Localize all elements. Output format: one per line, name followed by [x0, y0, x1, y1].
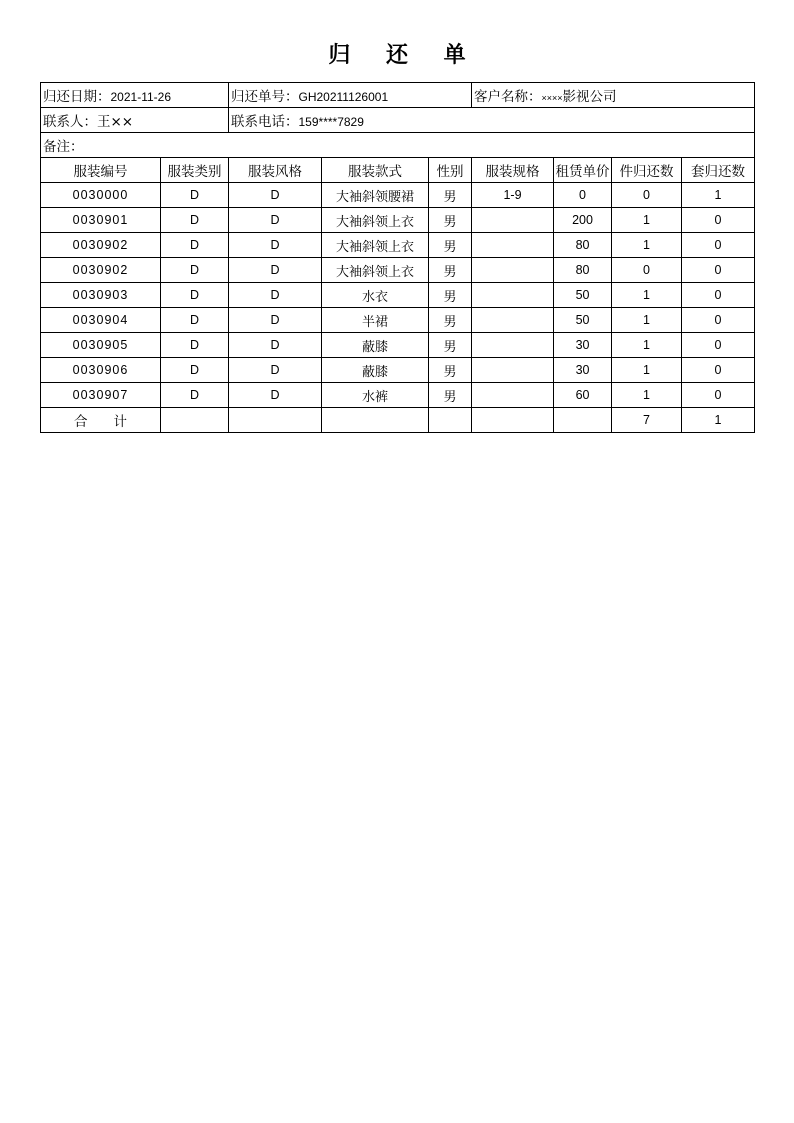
cell-style: D: [229, 208, 322, 233]
cell-code: 0030902: [41, 233, 161, 258]
col-header-category: 服装类别: [161, 158, 229, 183]
phone-label: 联系电话：: [231, 114, 299, 130]
cell-type: 水裤: [322, 383, 429, 408]
cell-sets: 1: [682, 183, 755, 208]
col-header-code: 服装编号: [41, 158, 161, 183]
cell-sets: 0: [682, 258, 755, 283]
cell-code: 0030000: [41, 183, 161, 208]
cell-price: 50: [554, 308, 612, 333]
phone-value: 159****7829: [298, 115, 364, 129]
cell-code: 0030904: [41, 308, 161, 333]
info-row-3: [41, 133, 755, 158]
cell-category: D: [161, 183, 229, 208]
cell-pieces: 1: [612, 333, 682, 358]
col-header-sets: 套归还数: [682, 158, 755, 183]
total-empty-cell: [472, 408, 554, 433]
document-title: 归 还 单: [328, 43, 480, 68]
cell-pieces: 1: [612, 208, 682, 233]
table-row: [41, 183, 755, 208]
cell-gender: 男: [429, 183, 472, 208]
cell-code: 0030905: [41, 333, 161, 358]
remark-cell: [41, 133, 755, 158]
cell-type: 水衣: [322, 283, 429, 308]
col-header-pieces: 件归还数: [612, 158, 682, 183]
table-row: [41, 283, 755, 308]
customer-prefix: ××××: [541, 93, 563, 103]
cell-category: D: [161, 208, 229, 233]
table-row: [41, 358, 755, 383]
table-row: [41, 258, 755, 283]
cell-size: 1-9: [472, 183, 554, 208]
total-empty-cell: [161, 408, 229, 433]
cell-gender: 男: [429, 308, 472, 333]
table-row: [41, 308, 755, 333]
info-row-1: [41, 83, 755, 108]
total-label: 合计: [41, 408, 161, 433]
cell-sets: 0: [682, 383, 755, 408]
cell-gender: 男: [429, 358, 472, 383]
col-header-gender: 性别: [429, 158, 472, 183]
return-no-value: GH20211126001: [298, 90, 389, 104]
info-row-2: [41, 108, 755, 133]
col-header-style: 服装风格: [229, 158, 322, 183]
cell-type: 大袖斜领腰裙: [322, 183, 429, 208]
cell-style: D: [229, 283, 322, 308]
cell-pieces: 1: [612, 233, 682, 258]
cell-sets: 0: [682, 283, 755, 308]
cell-category: D: [161, 383, 229, 408]
cell-style: D: [229, 383, 322, 408]
customer-label: 客户名称：: [474, 89, 542, 105]
cell-sets: 0: [682, 308, 755, 333]
cell-size: [472, 283, 554, 308]
col-header-type: 服装款式: [322, 158, 429, 183]
cell-type: 大袖斜领上衣: [322, 258, 429, 283]
cell-code: 0030906: [41, 358, 161, 383]
cell-price: 200: [554, 208, 612, 233]
cell-sets: 0: [682, 358, 755, 383]
cell-gender: 男: [429, 258, 472, 283]
cell-sets: 0: [682, 208, 755, 233]
contact-label: 联系人：: [43, 114, 97, 130]
contact-cell: [41, 108, 229, 133]
cell-pieces: 0: [612, 258, 682, 283]
customer-name: 影视公司: [562, 89, 617, 105]
cell-style: D: [229, 258, 322, 283]
total-empty-cell: [229, 408, 322, 433]
cell-sets: 0: [682, 333, 755, 358]
cell-price: 30: [554, 358, 612, 383]
cell-category: D: [161, 358, 229, 383]
cell-size: [472, 208, 554, 233]
total-sets: 1: [682, 408, 755, 433]
cell-category: D: [161, 233, 229, 258]
cell-size: [472, 333, 554, 358]
cell-code: 0030907: [41, 383, 161, 408]
cell-gender: 男: [429, 283, 472, 308]
cell-style: D: [229, 308, 322, 333]
return-no-cell: [229, 83, 472, 108]
cell-price: 30: [554, 333, 612, 358]
phone-cell: [229, 108, 755, 133]
cell-code: 0030902: [41, 258, 161, 283]
table-row: [41, 208, 755, 233]
remark-label: 备注：: [43, 139, 84, 155]
cell-style: D: [229, 333, 322, 358]
column-header-row: [41, 158, 755, 183]
cell-price: 80: [554, 258, 612, 283]
contact-value: 王××: [97, 114, 134, 130]
cell-price: 60: [554, 383, 612, 408]
cell-sets: 0: [682, 233, 755, 258]
cell-price: 80: [554, 233, 612, 258]
cell-category: D: [161, 333, 229, 358]
cell-price: 0: [554, 183, 612, 208]
total-empty-cell: [322, 408, 429, 433]
cell-type: 半裙: [322, 308, 429, 333]
cell-gender: 男: [429, 233, 472, 258]
return-no-label: 归还单号：: [231, 89, 299, 105]
cell-gender: 男: [429, 383, 472, 408]
cell-size: [472, 308, 554, 333]
cell-style: D: [229, 183, 322, 208]
cell-size: [472, 358, 554, 383]
cell-size: [472, 383, 554, 408]
cell-category: D: [161, 283, 229, 308]
total-empty-cell: [554, 408, 612, 433]
cell-style: D: [229, 358, 322, 383]
table-row: [41, 233, 755, 258]
cell-category: D: [161, 258, 229, 283]
customer-cell: [472, 83, 755, 108]
table-row: [41, 333, 755, 358]
table-row: [41, 383, 755, 408]
total-pieces: 7: [612, 408, 682, 433]
cell-pieces: 1: [612, 283, 682, 308]
cell-pieces: 1: [612, 358, 682, 383]
cell-pieces: 1: [612, 308, 682, 333]
cell-gender: 男: [429, 208, 472, 233]
cell-size: [472, 233, 554, 258]
col-header-price: 租赁单价: [554, 158, 612, 183]
cell-pieces: 1: [612, 383, 682, 408]
return-date-cell: [41, 83, 229, 108]
cell-price: 50: [554, 283, 612, 308]
cell-pieces: 0: [612, 183, 682, 208]
cell-code: 0030903: [41, 283, 161, 308]
cell-category: D: [161, 308, 229, 333]
total-row: [41, 408, 755, 433]
cell-gender: 男: [429, 333, 472, 358]
return-date-label: 归还日期：: [43, 89, 111, 105]
cell-code: 0030901: [41, 208, 161, 233]
return-date-value: 2021-11-26: [110, 90, 171, 104]
cell-type: 大袖斜领上衣: [322, 233, 429, 258]
cell-style: D: [229, 233, 322, 258]
return-form-table: [40, 82, 755, 433]
col-header-size: 服装规格: [472, 158, 554, 183]
cell-type: 蔽膝: [322, 358, 429, 383]
cell-type: 大袖斜领上衣: [322, 208, 429, 233]
total-empty-cell: [429, 408, 472, 433]
cell-type: 蔽膝: [322, 333, 429, 358]
cell-size: [472, 258, 554, 283]
